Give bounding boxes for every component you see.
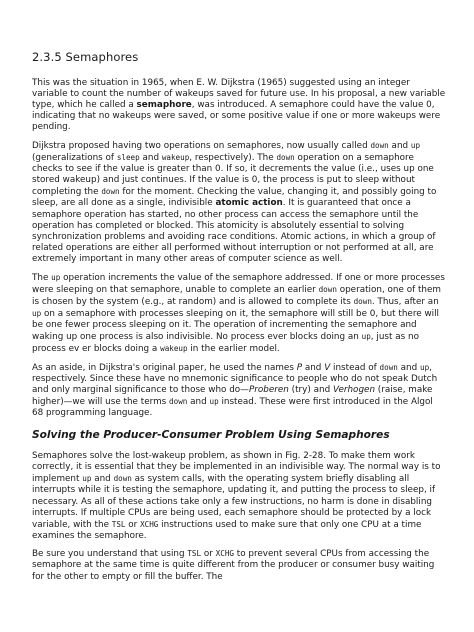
- text-run: and: [187, 396, 210, 407]
- text-run: to prevent several CPUs from accessing the semaphore at the same time is quite different from the producer or consumer busy waiting for the other to empty or fill the buffer. The: [32, 549, 435, 582]
- text-run: instructions used to make sure that only one CPU at a time examines the semaphore.: [32, 519, 422, 541]
- code-term: down: [169, 396, 188, 406]
- text-run: , respectively. Since these have no mnemonic significance to people who do not speak Dutch and only marginal significance to those who do—: [32, 362, 438, 395]
- italic-term: P: [296, 362, 303, 373]
- text-run: operation on a semaphore checks to see if the value is greater than 0. If so, it decrements the value (i.e., uses up one stored wakeup) and just continues. If the value is 0, the process is put to sleep without completing the: [32, 153, 434, 198]
- code-term: down: [353, 296, 372, 306]
- text-run: Be sure you understand that using: [32, 549, 188, 560]
- text-run: operation, one of them is chosen by the system (e.g., at random) and is allowed to complete its: [32, 284, 441, 307]
- text-run: This was the situation in 1965, when E. W. Dijkstra (1965) suggested using an integer variable to count the number of wakeups saved for future use. In his proposal, a new variable type, which he called a: [32, 78, 446, 111]
- text-run: or: [201, 549, 216, 560]
- subsection-heading: Solving the Producer-Consumer Problem Using Semaphores: [32, 429, 390, 442]
- code-term: down: [318, 284, 337, 294]
- text-run: As an aside, in Dijkstra's original paper, he used the names: [32, 362, 297, 373]
- text-run: (try) and: [288, 384, 333, 395]
- text-run: and: [302, 362, 325, 373]
- code-term: wakeup: [161, 153, 190, 163]
- text-run: . Thus, after an: [371, 296, 439, 307]
- paragraph: [32, 548, 446, 582]
- code-term: down: [113, 474, 132, 484]
- code-term: up: [82, 474, 92, 484]
- text-run: instead. These were first introduced in the Algol 68 programming language.: [32, 396, 433, 419]
- code-term: up: [420, 362, 430, 372]
- code-term: up: [51, 272, 61, 282]
- code-term: up: [410, 140, 421, 150]
- text-run: (raise, make higher)—we will use the terms: [32, 384, 433, 407]
- text-run: Dijkstra proposed having two operations on semaphores, now usually called: [32, 140, 371, 151]
- code-term: XCHG: [215, 549, 234, 559]
- code-term: TSL: [111, 519, 126, 529]
- text-run: and: [91, 474, 114, 485]
- text-run: . It is guaranteed that once a semaphore operation has started, no other process can access the semaphore until the operation has completed or blocked. This atomicity is absolutely essential to solving synchronization problems and avoiding race conditions. Atomic actions, in which a group of related operations are either all performed without interruption or not performed at all, are extremely important in many other areas of computer science as well.: [32, 198, 436, 264]
- italic-term: Proberen: [248, 384, 289, 395]
- text-run: for the moment. Checking the value, changing it, and possibly going to sleep, are all done as a single, indivisible: [32, 187, 437, 209]
- bold-term: semaphore: [136, 100, 192, 111]
- page-content: [32, 50, 446, 589]
- code-term: down: [276, 153, 295, 163]
- italic-term: Verhogen: [332, 384, 376, 395]
- bold-term: atomic action: [215, 198, 283, 209]
- italic-term: V: [324, 362, 331, 373]
- text-run: and: [388, 140, 411, 151]
- code-term: down: [379, 362, 398, 372]
- paragraph: [32, 451, 446, 542]
- text-run: instead of: [330, 362, 380, 373]
- code-term: down: [370, 140, 389, 150]
- text-run: in the earlier model.: [187, 344, 280, 355]
- code-term: XCHG: [140, 519, 159, 529]
- code-term: sleep: [116, 153, 140, 163]
- code-term: up: [32, 308, 42, 318]
- text-run: , was introduced. A semaphore could have the value 0, indicating that no wakeups were saved, or some positive value if one or more wakeups were pending.: [32, 100, 441, 133]
- text-run: The: [32, 272, 52, 283]
- code-term: up: [209, 396, 219, 406]
- code-term: down: [101, 187, 120, 197]
- text-run: , just as no process ev er blocks doing a: [32, 331, 419, 355]
- paragraph: [32, 362, 446, 419]
- code-term: TSL: [187, 549, 202, 559]
- text-run: Semaphores solve the lost-wakeup problem, as shown in Fig. 2-28. To make them work correctly, it is essential that they be implemented in an indivisible way. The normal way is to implement: [32, 451, 441, 485]
- section-heading: 2.3.5 Semaphores: [32, 50, 139, 64]
- text-run: operation increments the value of the semaphore addressed. If one or more processes were sleeping on that semaphore, unable to complete an earlier: [32, 272, 445, 295]
- text-run: and: [139, 153, 162, 164]
- paragraph: [32, 272, 446, 356]
- code-term: wakeup: [160, 344, 188, 354]
- text-run: as system calls, with the operating system briefly disabling all interrupts while it is testing the semaphore, updating it, and putting the process to sleep, if necessary. As all of these actions take only a few instructions, no harm is done in disabling interrupts. If multiple CPUs are being used, each semaphore should be protected by a lock variable, with the: [32, 474, 436, 530]
- text-run: or: [125, 519, 141, 530]
- text-run: and: [397, 362, 420, 373]
- text-run: on a semaphore with processes sleeping on it, the semaphore will still be 0, but there will be one fewer process sleeping on it. The operation of incrementing the semaphore and waking up one process is also indivisible. No process ever blocks doing an: [32, 308, 439, 342]
- paragraph: [32, 140, 446, 265]
- text-run: (generalizations of: [32, 153, 117, 164]
- text-run: , respectively). The: [189, 153, 277, 164]
- paragraph: [32, 78, 446, 133]
- code-term: up: [361, 331, 371, 341]
